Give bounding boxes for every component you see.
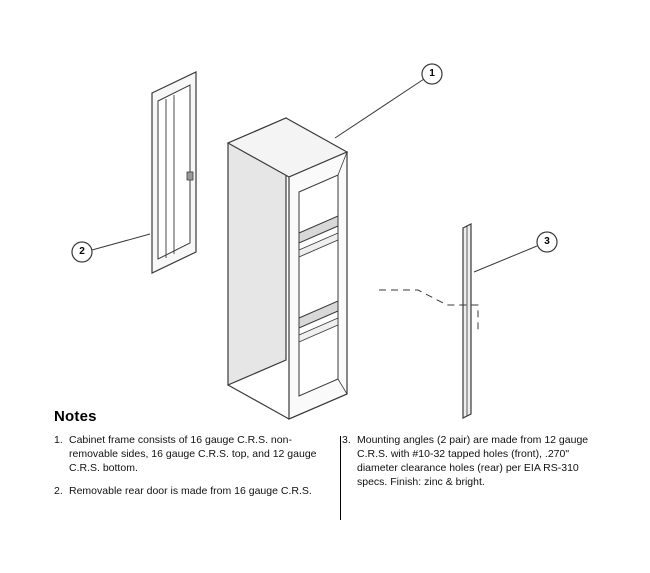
note-number: 3. bbox=[342, 434, 351, 446]
callout-leader-1 bbox=[335, 79, 424, 138]
note-text: Removable rear door is made from 16 gauge C.R.S. bbox=[69, 484, 312, 497]
note-item bbox=[342, 434, 610, 489]
callout-leader-3 bbox=[474, 246, 537, 272]
rear-door-latch bbox=[187, 172, 193, 180]
callout-leader-2 bbox=[92, 234, 150, 250]
note-item bbox=[54, 485, 322, 499]
note-number: 2. bbox=[54, 484, 63, 497]
notes-column-divider bbox=[340, 436, 341, 520]
removable-rear-door bbox=[152, 72, 196, 273]
note-number: 1. bbox=[54, 434, 63, 446]
notes-heading: Notes bbox=[54, 408, 97, 425]
notes-block bbox=[54, 408, 614, 507]
notes-right-column bbox=[342, 434, 610, 507]
notes-columns bbox=[54, 434, 614, 507]
cabinet-frame bbox=[228, 118, 347, 419]
callout-number-3: 3 bbox=[544, 236, 550, 247]
notes-left-column bbox=[54, 434, 322, 507]
note-text: Mounting angles (2 pair) are made from 12 gauge C.R.S. with #10-32 tapped holes (front), .270" diameter clearance holes (rear) per EIA RS-310 specs. Finish: zinc & bright. bbox=[357, 434, 589, 488]
note-text: Cabinet frame consists of 16 gauge C.R.S. non-removable sides, 16 gauge C.R.S. top, and 12 gauge C.R.S. bottom. bbox=[69, 434, 317, 474]
callout-number-1: 1 bbox=[429, 68, 435, 79]
note-item bbox=[54, 434, 322, 476]
cabinet-front-inner-rim bbox=[299, 175, 338, 396]
callout-number-2: 2 bbox=[79, 246, 85, 257]
mounting-angle bbox=[463, 224, 471, 418]
